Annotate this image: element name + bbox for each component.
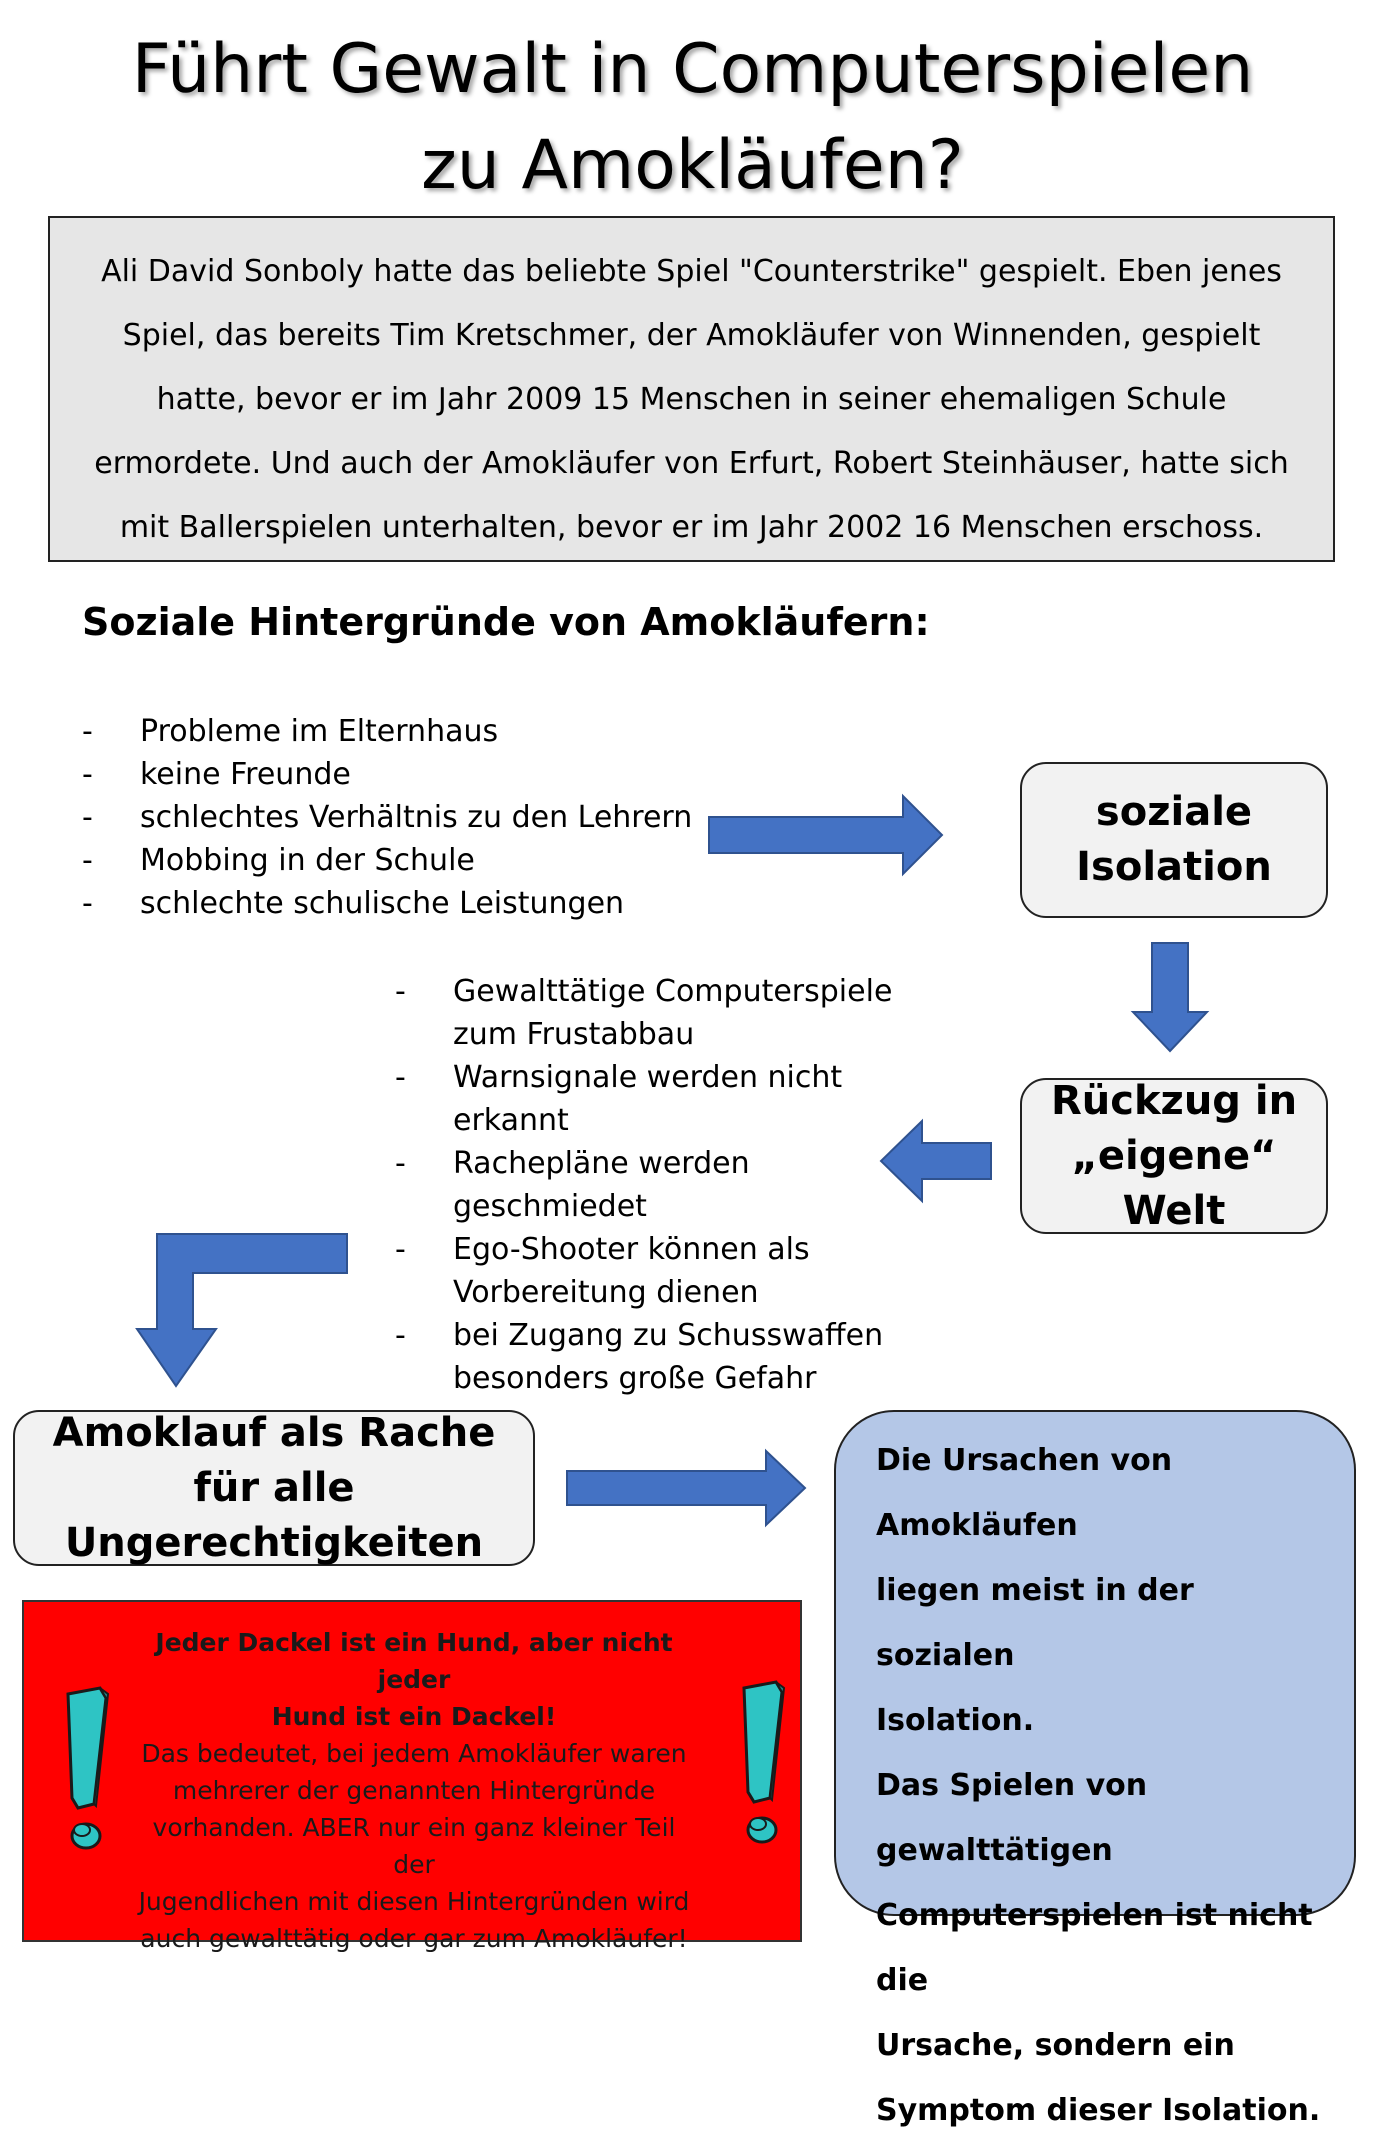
page-title	[0, 22, 1385, 214]
retreat-line-1: Rückzug in	[1050, 1077, 1298, 1124]
rampage-line-1: Amoklauf als Rache	[52, 1409, 496, 1456]
causes-list	[82, 710, 702, 925]
intro-line: Spiel, das bereits Tim Kretschmer, der Amokläufer von Winnenden, gespielt	[122, 318, 1261, 353]
list-item: - schlechte schulische Leistungen	[82, 882, 702, 925]
isolation-box	[1020, 762, 1328, 918]
conclusion-line: Isolation.	[876, 1703, 1035, 1738]
intro-box	[48, 216, 1335, 562]
rampage-box	[13, 1410, 535, 1566]
arrow-down-icon	[1132, 942, 1208, 1052]
title-line-2: zu Amokläufen?	[421, 126, 964, 205]
conclusion-line: Ursache, sondern ein	[876, 2028, 1235, 2063]
list-item: - keine Freunde	[82, 753, 702, 796]
list-item: - Ego-Shooter können als Vorbereitung dienen	[395, 1228, 915, 1314]
exclamation-icon	[60, 1686, 120, 1866]
elbow-arrow-down-icon	[136, 1233, 348, 1387]
arrow-right-icon	[708, 795, 943, 875]
conclusion-line: Computerspielen ist nicht die	[876, 1898, 1313, 1998]
intro-line: hatte, bevor er im Jahr 2009 15 Menschen in seiner ehemaligen Schule	[156, 382, 1227, 417]
intro-line: Ali David Sonboly hatte das beliebte Spiel "Counterstrike" gespielt. Eben jenes	[101, 254, 1282, 289]
list-item: - Probleme im Elternhaus	[82, 710, 702, 753]
conclusion-box	[834, 1410, 1356, 2128]
list-item: - bei Zugang zu Schusswaffen besonders große Gefahr	[395, 1314, 915, 1400]
isolation-line-2: Isolation	[1076, 844, 1272, 890]
exclamation-icon	[736, 1680, 796, 1860]
risks-list	[395, 970, 915, 1400]
rampage-line-2: für alle Ungerechtigkeiten	[64, 1464, 484, 1566]
arrow-right-icon	[566, 1450, 806, 1526]
title-line-1: Führt Gewalt in Computerspielen	[131, 30, 1254, 109]
intro-line: ermordete. Und auch der Amokläufer von Erfurt, Robert Steinhäuser, hatte sich	[94, 446, 1289, 481]
warning-line: Jugendlichen mit diesen Hintergründen wird	[138, 1887, 690, 1916]
list-item: - Gewalttätige Computerspiele zum Frustabbau	[395, 970, 915, 1056]
warning-bold-line: Hund ist ein Dackel!	[271, 1702, 557, 1731]
list-item: - Warnsignale werden nicht erkannt	[395, 1056, 915, 1142]
list-item: - schlechtes Verhältnis zu den Lehrern	[82, 796, 702, 839]
conclusion-line: Das Spielen von gewalttätigen	[876, 1768, 1148, 1868]
warning-text	[134, 1624, 694, 1957]
retreat-box	[1020, 1078, 1328, 1234]
section-heading: Soziale Hintergründe von Amokläufern:	[82, 600, 930, 644]
warning-bold-line: Jeder Dackel ist ein Hund, aber nicht jeder	[155, 1628, 673, 1694]
list-item: - Rachepläne werden geschmiedet	[395, 1142, 915, 1228]
warning-line: auch gewalttätig oder gar zum Amokläufer!	[140, 1924, 688, 1953]
conclusion-line: liegen meist in der sozialen	[876, 1573, 1194, 1673]
list-item: - Mobbing in der Schule	[82, 839, 702, 882]
conclusion-line: Symptom dieser Isolation.	[876, 2093, 1321, 2128]
retreat-line-2: „eigene“ Welt	[1071, 1132, 1277, 1234]
warning-box	[22, 1600, 802, 1953]
isolation-line-1: soziale	[1095, 789, 1253, 835]
warning-line: Das bedeutet, bei jedem Amokläufer waren	[141, 1739, 687, 1768]
intro-line: mit Ballerspielen unterhalten, bevor er im Jahr 2002 16 Menschen erschoss.	[119, 510, 1264, 545]
warning-line: vorhanden. ABER nur ein ganz kleiner Teil der	[152, 1813, 676, 1879]
conclusion-line: Die Ursachen von Amokläufen	[876, 1443, 1173, 1543]
warning-line: mehrerer der genannten Hintergründe	[172, 1776, 656, 1805]
